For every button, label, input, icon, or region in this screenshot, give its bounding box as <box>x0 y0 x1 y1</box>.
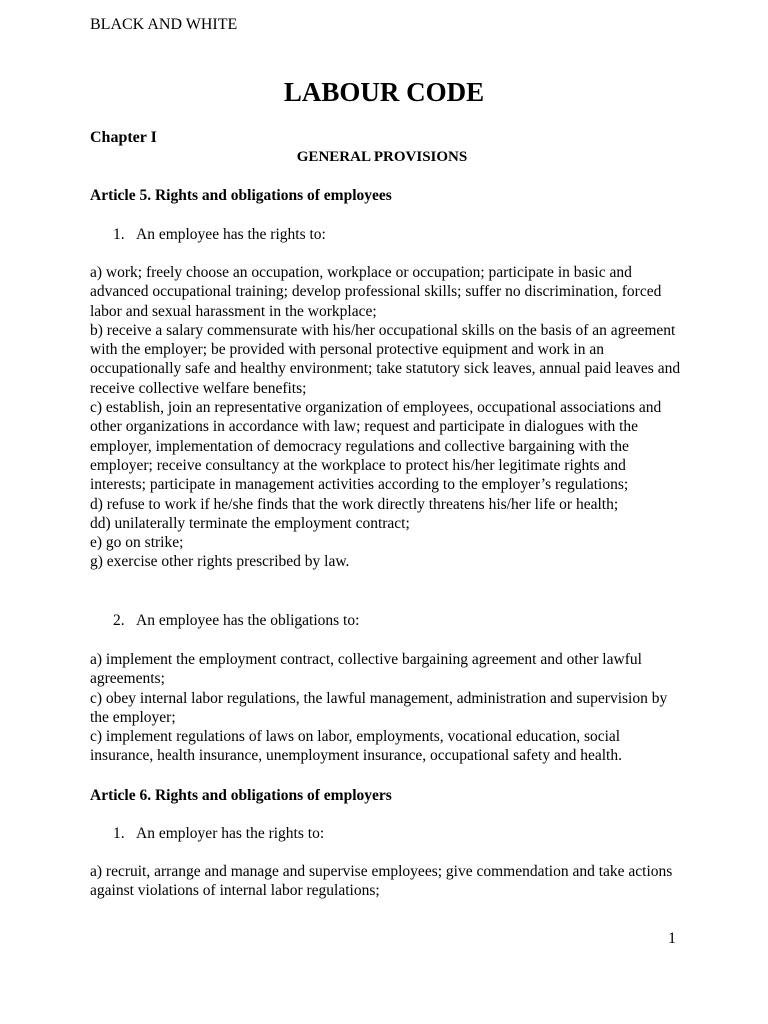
list-item: e) go on strike; <box>90 534 184 552</box>
list-item: dd) unilaterally terminate the employment contract; <box>90 514 410 532</box>
page-number: 1 <box>668 930 676 947</box>
article-5-item-2 <box>113 611 359 631</box>
article-6-heading: Article 6. Rights and obligations of employers <box>90 787 392 804</box>
document-header: BLACK AND WHITE <box>90 16 238 33</box>
list-number: 1. <box>113 226 125 243</box>
list-item: c) implement regulations of laws on labor, employments, vocational education, social insurance, health insurance, unemployment insurance, occupational safety and health. <box>90 728 622 765</box>
list-item: c) establish, join an representative organization of employees, occupational associations and other organizations in accordance with law; request and participate in dialogues with the employer, implementation of democracy regulations and collective bargaining with the employer; receive consultancy at the workplace to protect his/her legitimate rights and interests; participate in management activities according to the employer’s regulations; <box>90 399 662 494</box>
list-item: g) exercise other rights prescribed by law. <box>90 553 350 571</box>
article-5-item-1 <box>113 225 326 245</box>
list-item: c) obey internal labor regulations, the lawful management, administration and supervision by the employer; <box>90 689 668 726</box>
list-item: a) implement the employment contract, collective bargaining agreement and other lawful agreements; <box>90 651 642 688</box>
article-6-rights-list <box>90 862 682 901</box>
list-item: a) recruit, arrange and manage and supervise employees; give commendation and take actions against violations of internal labor regulations; <box>90 863 673 900</box>
list-item: b) receive a salary commensurate with his/her occupational skills on the basis of an agreement with the employer; be provided with personal protective equipment and work in an occupationally safe and healthy environment; take statutory sick leaves, annual paid leaves and receive collective welfare benefits; <box>90 321 681 397</box>
article-5-heading: Article 5. Rights and obligations of employees <box>90 187 392 204</box>
list-item: d) refuse to work if he/she finds that the work directly threatens his/her life or health; <box>90 495 619 513</box>
article-6-item-1 <box>113 824 324 844</box>
list-text: An employer has the rights to: <box>136 825 325 842</box>
chapter-label: Chapter I <box>90 129 157 146</box>
list-item: a) work; freely choose an occupation, workplace or occupation; participate in basic and advanced occupational training; develop professional skills; suffer no discrimination, forced labor and sexual harassment in the workplace; <box>90 264 662 320</box>
list-number: 1. <box>113 825 125 842</box>
document-title: LABOUR CODE <box>283 77 485 107</box>
list-number: 2. <box>113 612 125 629</box>
section-heading: GENERAL PROVISIONS <box>296 149 468 165</box>
list-text: An employee has the obligations to: <box>136 612 360 629</box>
list-text: An employee has the rights to: <box>136 226 326 243</box>
article-5-rights-list <box>90 263 682 572</box>
article-5-obligations-list <box>90 650 682 766</box>
